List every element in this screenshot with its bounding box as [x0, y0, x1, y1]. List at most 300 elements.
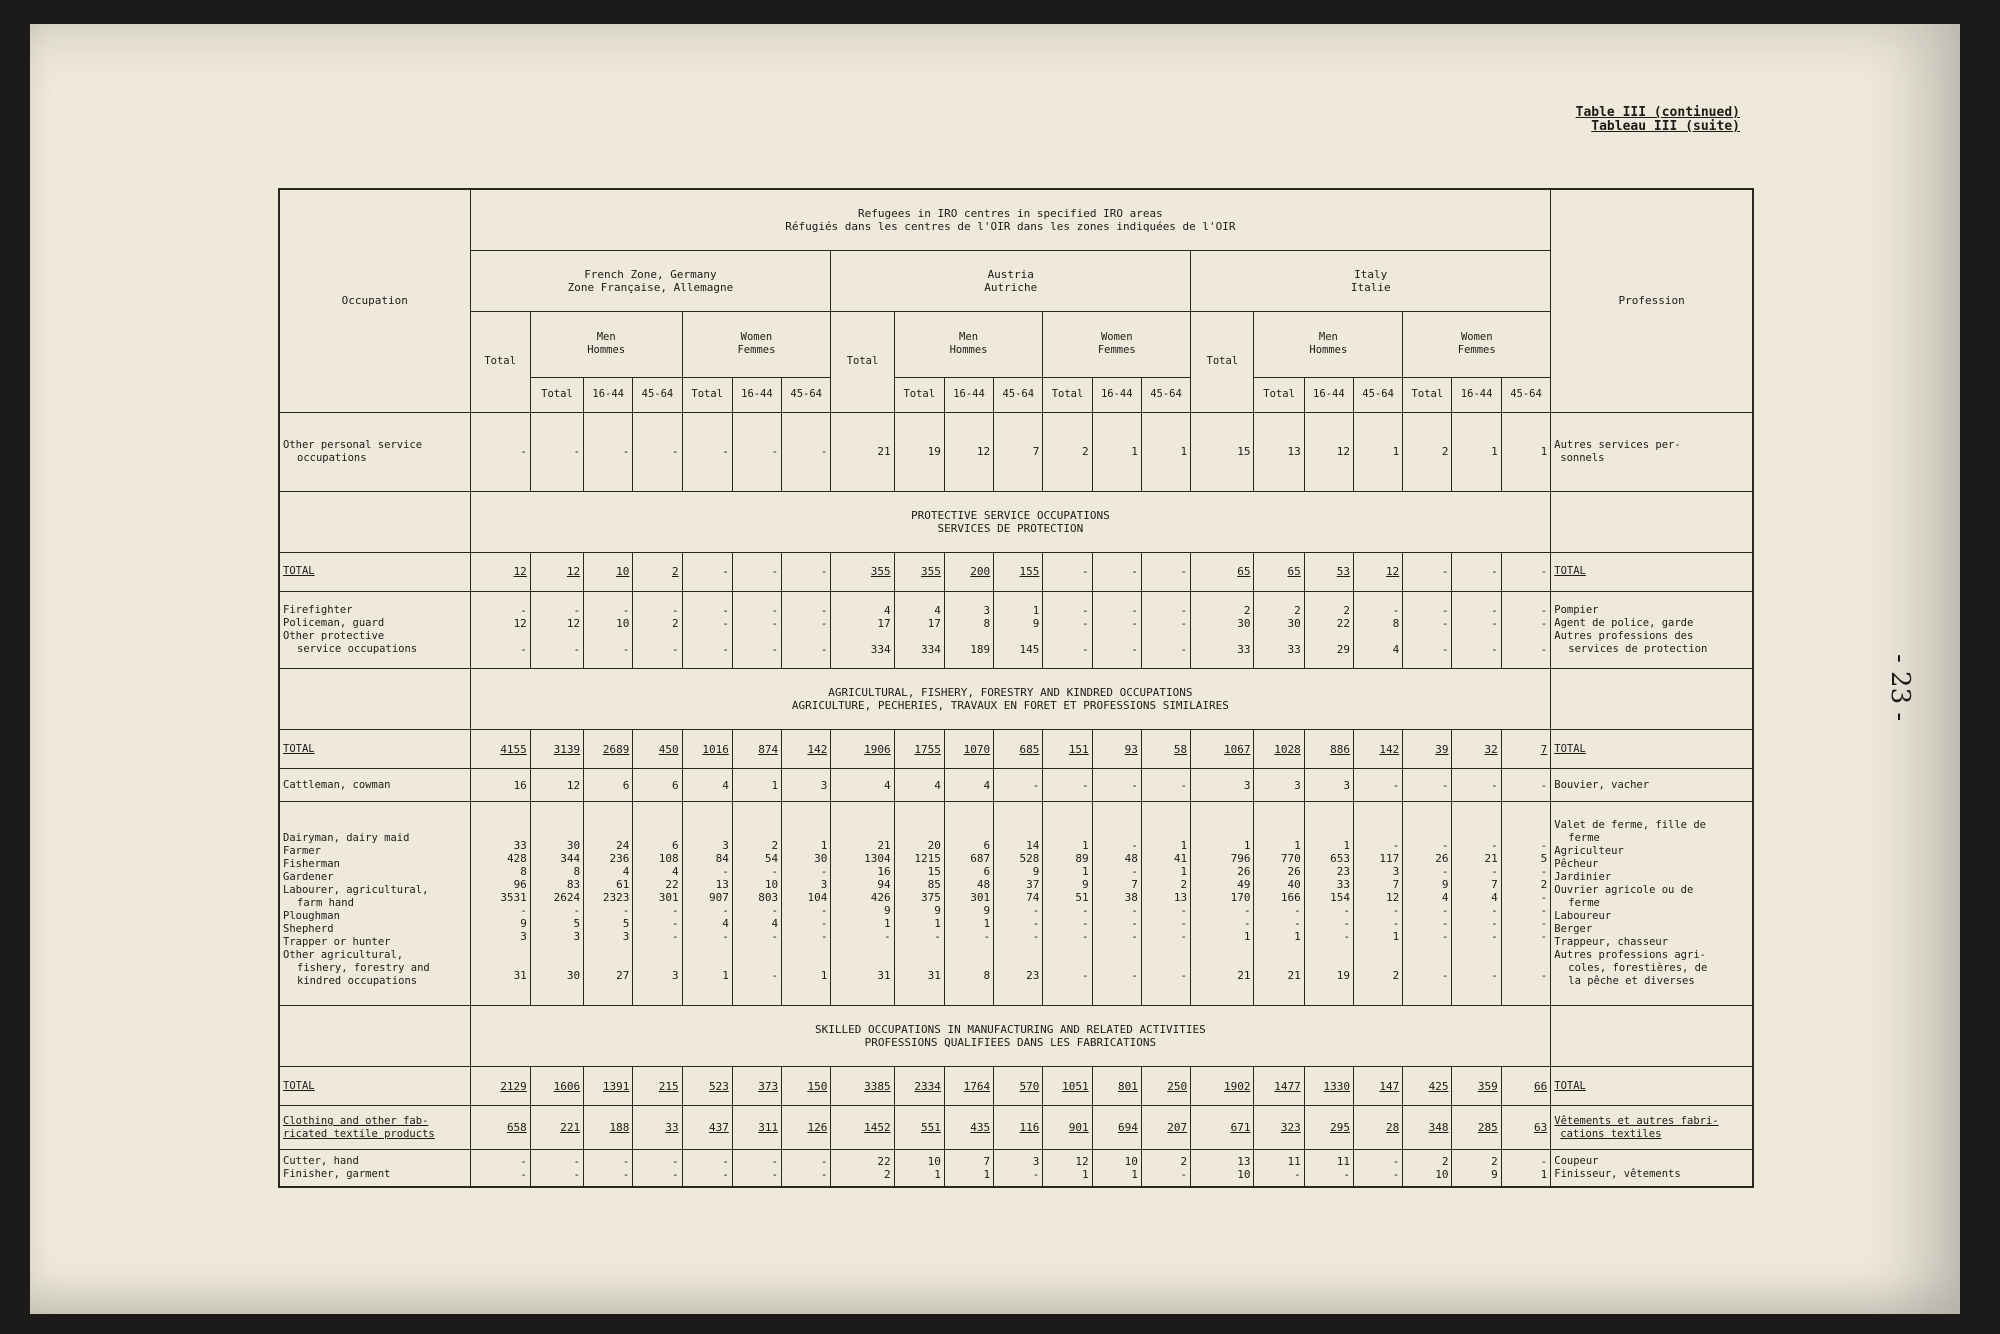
- value-column-cell: [470, 802, 530, 1006]
- men-fr: Hommes: [1309, 344, 1348, 357]
- value-cell: 295: [1304, 1106, 1353, 1150]
- profession-item: Pompier: [1554, 603, 1599, 616]
- value: -: [1491, 864, 1498, 878]
- value: -: [1392, 603, 1400, 617]
- value: 2: [1392, 968, 1400, 982]
- value: 1: [1082, 838, 1089, 852]
- occupation-item: fishery, forestry and: [297, 962, 430, 975]
- spacer: [785, 943, 827, 956]
- value-column-cell: [894, 1150, 944, 1187]
- value: -: [722, 864, 729, 878]
- value: 48: [976, 877, 991, 891]
- profession-item: Ouvrier agricole ou de: [1554, 884, 1694, 897]
- value: 1: [1180, 838, 1188, 852]
- zone1-subheader-women-45-64: 45-64: [782, 377, 831, 412]
- occupation-list: [279, 802, 470, 1006]
- value: -: [771, 642, 779, 656]
- value: -: [1441, 916, 1449, 930]
- value: 96: [513, 877, 527, 891]
- occupation-line-1: Clothing and other fab-: [283, 1114, 429, 1127]
- value: 166: [1280, 890, 1301, 904]
- value: [534, 630, 580, 643]
- value: 9: [884, 903, 891, 917]
- value: -: [1032, 916, 1040, 930]
- protective-total-row: [279, 552, 1753, 591]
- value: 5: [622, 916, 630, 930]
- profession-item: Autres professions des: [1554, 629, 1694, 642]
- section-title-fr: AGRICULTURE, PECHERIES, TRAVAUX EN FORET ET PROFESSIONS SIMILAIRES: [791, 698, 1229, 712]
- value: 30: [1287, 616, 1301, 630]
- value-column-cell: [1304, 1150, 1353, 1187]
- section-blank-left: [279, 1005, 470, 1066]
- spacer: [997, 943, 1039, 956]
- value: 1: [1294, 929, 1301, 943]
- caption-line-en: Table III (continued): [1575, 105, 1740, 120]
- value: 4: [934, 603, 941, 617]
- spacer: [1455, 943, 1497, 956]
- value: 19: [1336, 968, 1350, 982]
- value-cell: -: [732, 552, 781, 591]
- value: -: [1441, 903, 1449, 917]
- value: 10: [1435, 1168, 1449, 1182]
- zone3-subheader-women-total: Total: [1403, 377, 1452, 412]
- value-cell: 12: [530, 552, 583, 591]
- value: 13: [1237, 1155, 1251, 1169]
- value-column-cell: [1254, 592, 1304, 669]
- value: 1: [934, 916, 941, 930]
- value-cell: -: [1043, 769, 1092, 802]
- value: 26: [1287, 864, 1301, 878]
- value: 3531: [500, 890, 527, 904]
- value-column-cell: [1043, 592, 1092, 669]
- value: 21: [877, 838, 891, 852]
- zone2-subheader-women-16-44: 16-44: [1092, 377, 1141, 412]
- agri-detail-row: [279, 802, 1753, 1006]
- value: [898, 630, 941, 643]
- value-column-cell: [1403, 592, 1452, 669]
- spacer: [1505, 826, 1548, 839]
- value-cell: 1755: [894, 730, 944, 769]
- zone2-subheader-men-45-64: 45-64: [994, 377, 1043, 412]
- value: -: [1131, 929, 1138, 943]
- value: 21: [1287, 968, 1301, 982]
- spacer: [587, 956, 629, 969]
- women-en: Women: [1460, 331, 1493, 344]
- zone2-men-header: [894, 312, 1043, 378]
- value: -: [1441, 864, 1449, 878]
- profession-label: TOTAL: [1551, 552, 1753, 591]
- value: [587, 630, 629, 643]
- spacer: [1308, 826, 1350, 839]
- zone3-total-header: Total: [1191, 312, 1254, 413]
- spacer: [898, 943, 941, 956]
- value: -: [1491, 838, 1498, 852]
- value-cell: 1606: [530, 1067, 583, 1106]
- value: 31: [877, 968, 891, 982]
- value: 1: [1243, 929, 1251, 943]
- value-cell: 147: [1353, 1067, 1402, 1106]
- spacer: [1145, 943, 1187, 956]
- value: -: [1392, 903, 1400, 917]
- value: 33: [1336, 877, 1350, 891]
- value-column-cell: [1191, 1150, 1254, 1187]
- section-title: [470, 668, 1551, 729]
- value: -: [671, 642, 679, 656]
- value: -: [771, 903, 779, 917]
- value: 9: [1441, 877, 1449, 891]
- value: -: [1243, 903, 1251, 917]
- value: 12: [1385, 890, 1400, 904]
- value-cell: 1051: [1043, 1067, 1092, 1106]
- occupation-list: [279, 592, 470, 669]
- value-cell: 874: [732, 730, 781, 769]
- value: -: [1131, 616, 1138, 630]
- zone2-total-header: Total: [831, 312, 894, 413]
- value: 1: [1540, 1168, 1548, 1182]
- women-fr: Femmes: [1097, 344, 1136, 357]
- value-cell: 4155: [470, 730, 530, 769]
- value-cell: 435: [944, 1106, 993, 1150]
- value: 236: [609, 851, 630, 865]
- value-cell: 63: [1501, 1106, 1551, 1150]
- value: 23: [1026, 968, 1040, 982]
- value-cell: 1: [1501, 412, 1551, 491]
- caption-line-fr: Tableau III (suite): [1591, 119, 1740, 134]
- spacer: [1096, 826, 1138, 839]
- value: 5: [573, 916, 581, 930]
- value-cell: 801: [1092, 1067, 1141, 1106]
- spacer: [636, 956, 678, 969]
- value-cell: 450: [633, 730, 682, 769]
- value: 301: [658, 890, 679, 904]
- value: 907: [708, 890, 729, 904]
- value: 1: [1131, 1168, 1138, 1182]
- value: 30: [1237, 616, 1251, 630]
- value-cell: -: [1141, 552, 1190, 591]
- value: 3: [820, 877, 828, 891]
- value: 85: [927, 877, 941, 891]
- value-column-cell: [682, 802, 732, 1006]
- value-cell: 3: [1254, 769, 1304, 802]
- protective-detail-row: [279, 592, 1753, 669]
- value-cell: 4: [682, 769, 732, 802]
- value: 2: [1343, 603, 1350, 617]
- value: 2: [1491, 1155, 1498, 1169]
- value-cell: 671: [1191, 1106, 1254, 1150]
- value: 83: [566, 877, 581, 891]
- value: 7: [1491, 877, 1498, 891]
- zone2-subheader-women-total: Total: [1043, 377, 1092, 412]
- value-column-cell: [682, 1150, 732, 1187]
- value: -: [771, 929, 779, 943]
- spacer: [1406, 943, 1448, 956]
- value: 8: [1392, 616, 1400, 630]
- zone1-subheader-women-16-44: 16-44: [732, 377, 781, 412]
- value: 2: [1180, 1155, 1188, 1169]
- spacer: [686, 956, 729, 969]
- value: -: [1131, 903, 1138, 917]
- value-cell: 3: [1304, 769, 1353, 802]
- value-cell: 886: [1304, 730, 1353, 769]
- value-column-cell: [831, 592, 894, 669]
- value-column-cell: [782, 802, 831, 1006]
- section-blank-right: [1551, 1005, 1753, 1066]
- value: 145: [1019, 642, 1040, 656]
- value: 2: [1243, 603, 1251, 617]
- spacer: [898, 956, 941, 969]
- value-cell: 151: [1043, 730, 1092, 769]
- occupation-item: kindred occupations: [297, 975, 418, 988]
- value: 11: [1287, 1155, 1301, 1169]
- value: 84: [715, 851, 729, 865]
- value-column-cell: [1452, 592, 1501, 669]
- value-cell: 355: [831, 552, 894, 591]
- value: 428: [506, 851, 527, 865]
- value: 13: [715, 877, 729, 891]
- value: -: [1491, 903, 1498, 917]
- value: 22: [665, 877, 679, 891]
- value: 27: [616, 968, 630, 982]
- men-en: Men: [1318, 331, 1338, 344]
- value-column-cell: [732, 592, 781, 669]
- value-cell: 155: [994, 552, 1043, 591]
- spacer: [834, 956, 890, 969]
- value: -: [1491, 968, 1498, 982]
- value: 4: [1392, 642, 1400, 656]
- value: -: [1540, 642, 1548, 656]
- value-cell: 1: [1141, 412, 1190, 491]
- value: -: [1540, 903, 1548, 917]
- clothing-row: [279, 1106, 1753, 1150]
- men-fr: Hommes: [587, 344, 626, 357]
- value-cell: 2: [1403, 412, 1452, 491]
- section-blank-right: [1551, 668, 1753, 729]
- occupation-item: Cutter, hand: [283, 1155, 359, 1168]
- value: -: [622, 603, 630, 617]
- occupation-item: Finisher, garment: [283, 1168, 391, 1181]
- value-cell: 32: [1452, 730, 1501, 769]
- value-cell: 33: [633, 1106, 682, 1150]
- spacer: [474, 956, 527, 969]
- spacer: [534, 943, 580, 956]
- value: 74: [1026, 890, 1040, 904]
- spacer: [1308, 956, 1350, 969]
- value-cell: 12: [470, 552, 530, 591]
- value: -: [1392, 916, 1400, 930]
- spacer: [1406, 826, 1448, 839]
- value: 31: [927, 968, 941, 982]
- value: 51: [1075, 890, 1089, 904]
- value-cell: 116: [994, 1106, 1043, 1150]
- value: -: [520, 903, 527, 917]
- value: [1357, 630, 1399, 643]
- value: 2: [671, 616, 679, 630]
- value-cell: 1028: [1254, 730, 1304, 769]
- value: -: [722, 1155, 729, 1169]
- value: 528: [1019, 851, 1040, 865]
- value-cell: 3385: [831, 1067, 894, 1106]
- value-cell: -: [470, 412, 530, 491]
- value: -: [520, 642, 527, 656]
- value-column-cell: [584, 802, 633, 1006]
- profession-item: coles, forestières, de: [1568, 962, 1708, 975]
- refugees-header-en: Refugees in IRO centres in specified IRO areas: [858, 206, 1163, 220]
- value: [1455, 630, 1497, 643]
- value-cell: 221: [530, 1106, 583, 1150]
- value: 9: [1032, 864, 1040, 878]
- value: 21: [1484, 851, 1498, 865]
- value: 9: [1032, 616, 1040, 630]
- value: 154: [1330, 890, 1350, 904]
- profession-header: Profession: [1551, 189, 1753, 412]
- value: -: [722, 903, 729, 917]
- value: -: [573, 1155, 581, 1169]
- value: 4: [884, 603, 891, 617]
- value-cell: 359: [1452, 1067, 1501, 1106]
- profession-item: Berger: [1554, 923, 1593, 936]
- value-column-cell: [1501, 1150, 1551, 1187]
- value: -: [1540, 864, 1548, 878]
- spacer: [1096, 943, 1138, 956]
- occupation-item: Trapper or hunter: [283, 936, 391, 949]
- value-column-cell: [782, 592, 831, 669]
- value-column-cell: [994, 802, 1043, 1006]
- value-cell: 28: [1353, 1106, 1402, 1150]
- section-title-en: PROTECTIVE SERVICE OCCUPATIONS: [911, 508, 1110, 522]
- section-blank-left: [279, 491, 470, 552]
- value: 12: [513, 616, 527, 630]
- value-cell: 570: [994, 1067, 1043, 1106]
- spacer: [1357, 956, 1399, 969]
- spacer: [1046, 943, 1088, 956]
- value: 375: [921, 890, 941, 904]
- value: 9: [1082, 877, 1089, 891]
- section-title-en: SKILLED OCCUPATIONS IN MANUFACTURING AND RELATED ACTIVITIES: [815, 1022, 1206, 1036]
- value: -: [983, 929, 991, 943]
- value-cell: 150: [782, 1067, 831, 1106]
- spacer: [997, 956, 1039, 969]
- occupation-line-2: ricated textile products: [283, 1127, 435, 1140]
- spacer: [834, 826, 890, 839]
- value: [948, 630, 990, 643]
- value: 16: [877, 864, 891, 878]
- zone-header-austria: [831, 250, 1191, 311]
- value-column-cell: [732, 802, 781, 1006]
- value: -: [1343, 929, 1350, 943]
- value: 30: [814, 851, 828, 865]
- value-column-cell: [944, 592, 993, 669]
- value-column-cell: [1353, 802, 1402, 1006]
- value-cell: 7: [994, 412, 1043, 491]
- spacer: [1505, 943, 1548, 956]
- value: -: [820, 616, 828, 630]
- value: 1: [884, 916, 891, 930]
- value: 26: [1435, 851, 1449, 865]
- value-column-cell: [1191, 592, 1254, 669]
- spacer: [1308, 943, 1350, 956]
- value-cell: -: [1092, 769, 1141, 802]
- value-cell: 1070: [944, 730, 993, 769]
- value: 10: [616, 616, 630, 630]
- profession-list: [1551, 592, 1753, 669]
- value: -: [1082, 929, 1089, 943]
- value: -: [820, 642, 828, 656]
- value: -: [1082, 616, 1089, 630]
- value-column-cell: [530, 802, 583, 1006]
- refugees-header: [470, 189, 1551, 250]
- value: -: [1540, 603, 1548, 617]
- agri-total-row: [279, 730, 1753, 769]
- value: -: [622, 1155, 630, 1169]
- value-cell: 694: [1092, 1106, 1141, 1150]
- value-column-cell: [530, 1150, 583, 1187]
- value: 14: [1026, 838, 1040, 852]
- spacer: [1194, 956, 1250, 969]
- profession-item: Laboureur: [1554, 910, 1612, 923]
- spacer: [1194, 943, 1250, 956]
- value-column-cell: [994, 1150, 1043, 1187]
- spacer: [1145, 956, 1187, 969]
- value: -: [1032, 903, 1040, 917]
- value: [736, 630, 778, 643]
- profession-label: [1551, 412, 1753, 491]
- value: -: [722, 929, 729, 943]
- value: -: [1441, 642, 1449, 656]
- value: -: [1131, 864, 1138, 878]
- occupation-item: Other agricultural,: [283, 949, 404, 962]
- profession-line-2: cations textiles: [1560, 1127, 1662, 1140]
- value: 4: [771, 916, 779, 930]
- value: 1: [1180, 864, 1188, 878]
- value-cell: 142: [782, 730, 831, 769]
- value-cell: 66: [1501, 1067, 1551, 1106]
- value-column-cell: [831, 802, 894, 1006]
- value-column-cell: [1403, 802, 1452, 1006]
- zone1-subheader-women-total: Total: [682, 377, 732, 412]
- value: 31: [513, 968, 527, 982]
- value: 6: [983, 838, 991, 852]
- value-cell: 53: [1304, 552, 1353, 591]
- section-title-fr: PROFESSIONS QUALIFIEES DANS LES FABRICATIONS: [864, 1035, 1157, 1049]
- value-cell: 437: [682, 1106, 732, 1150]
- value-column-cell: [782, 1150, 831, 1187]
- value: 40: [1287, 877, 1301, 891]
- spacer: [474, 943, 527, 956]
- section-blank-left: [279, 668, 470, 729]
- value: -: [1131, 603, 1138, 617]
- table-caption: [1576, 106, 1740, 134]
- spacer: [1096, 956, 1138, 969]
- profession-item: Valet de ferme, fille de: [1554, 819, 1706, 832]
- value: 334: [870, 642, 891, 656]
- value: 21: [1237, 968, 1251, 982]
- value-column-cell: [470, 1150, 530, 1187]
- women-en: Women: [740, 331, 773, 344]
- value-cell: 1477: [1254, 1067, 1304, 1106]
- profession-item: Agriculteur: [1554, 845, 1624, 858]
- spacer: [283, 819, 467, 832]
- spacer: [736, 826, 778, 839]
- value: -: [671, 916, 679, 930]
- value: -: [820, 903, 828, 917]
- spacer: [1257, 956, 1300, 969]
- zone-italy-en: Italy: [1354, 267, 1388, 281]
- value: 1215: [914, 851, 941, 865]
- spacer: [636, 943, 678, 956]
- value: -: [1540, 616, 1548, 630]
- value-column-cell: [1141, 592, 1190, 669]
- value-cell: 12: [944, 412, 993, 491]
